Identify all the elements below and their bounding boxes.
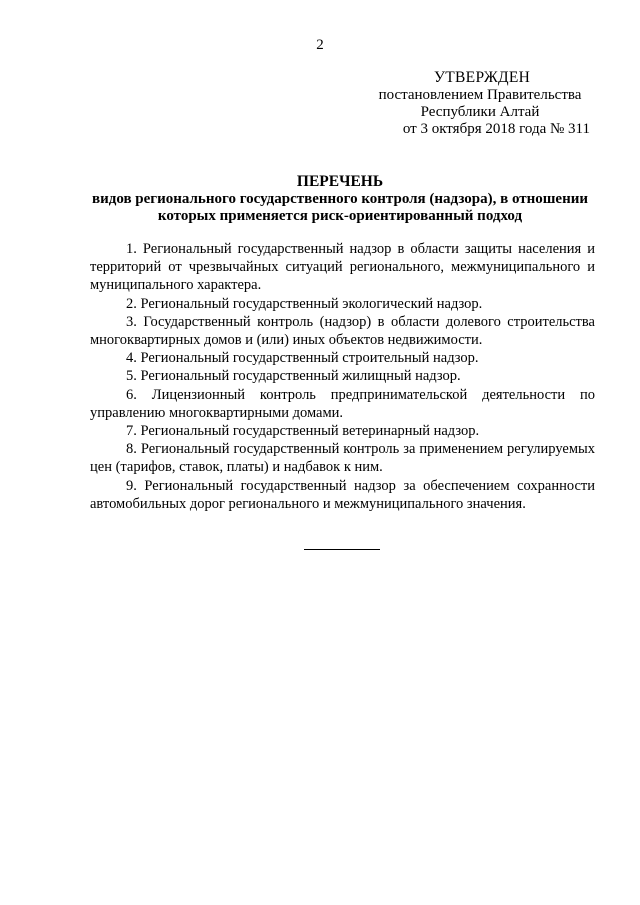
approval-stamp (360, 68, 600, 138)
list-item: 7. Региональный государственный ветеринарный надзор. (126, 423, 480, 440)
approval-decree-line: постановлением Правительства (378, 87, 582, 103)
title-subtitle-line-1: видов регионального государственного контроля (надзора), в отношении (91, 191, 589, 207)
approval-republic-line: Республики Алтай (420, 104, 540, 120)
list-item: 3. Государственный контроль (надзор) в области долевого строительства многоквартирных домов и (или) иных объектов недвижимости. (90, 313, 595, 349)
document-title (80, 172, 600, 225)
list-item: 4. Региональный государственный строительный надзор. (126, 350, 479, 367)
list-item: 8. Региональный государственный контроль за применением регулируемых цен (тарифов, ставок, платы) и надбавок к ним. (90, 441, 595, 476)
list-item: 5. Региональный государственный жилищный надзор. (126, 368, 461, 385)
title-heading: ПЕРЕЧЕНЬ (296, 173, 384, 190)
page-number: 2 (316, 37, 324, 53)
control-types-list (90, 240, 595, 513)
list-item: 6. Лицензионный контроль предпринимательской деятельности по управлению многоквартирными домами. (90, 386, 595, 421)
approval-date-line: от 3 октября 2018 года № 311 (402, 121, 590, 137)
approved-label: УТВЕРЖДЕН (434, 69, 531, 86)
list-item: 9. Региональный государственный надзор за обеспечением сохранности автомобильных дорог регионального и межмуниципального значения. (90, 477, 595, 512)
list-item: 1. Региональный государственный надзор в области защиты населения и территорий от чрезвычайных ситуаций регионального, межмуниципального и муниципального характера. (90, 241, 595, 294)
end-divider (304, 549, 380, 550)
title-subtitle-line-2: которых применяется риск-ориентированный подход (157, 208, 523, 224)
list-item: 2. Региональный государственный экологический надзор. (126, 295, 483, 312)
